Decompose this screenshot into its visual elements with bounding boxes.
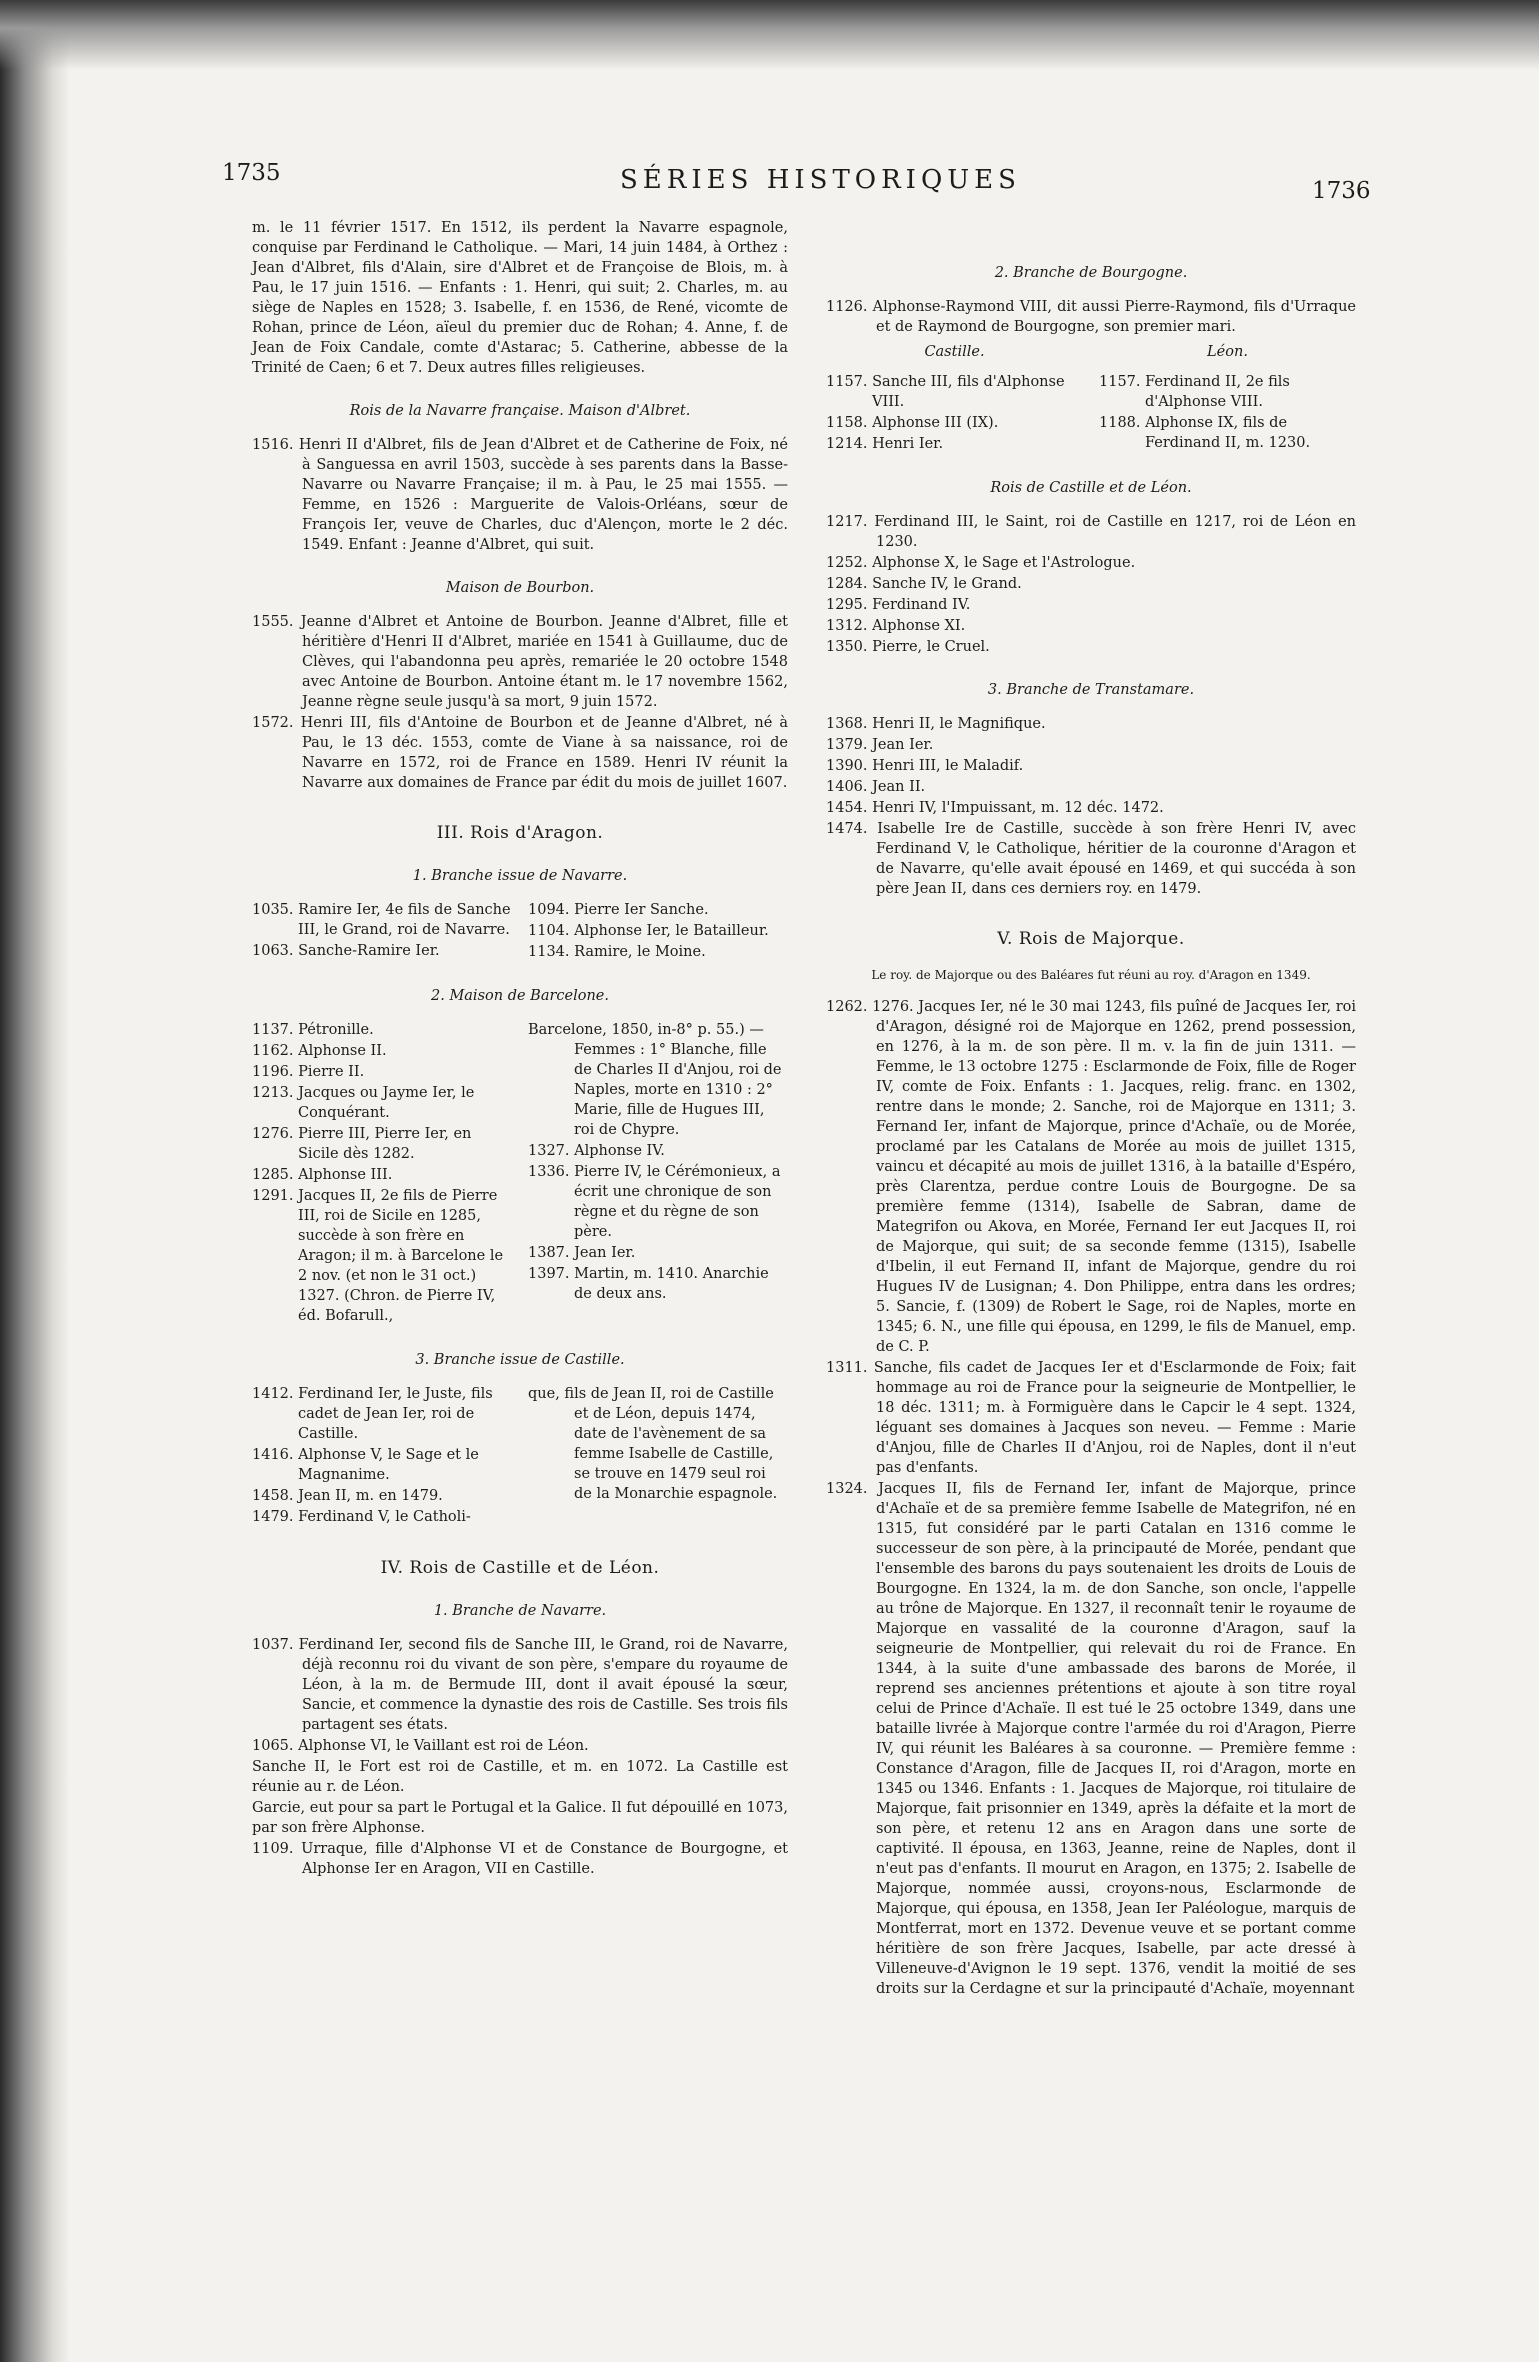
list-column-right bbox=[528, 900, 788, 963]
entry: 1065. Alphonse VI, le Vaillant est roi de Léon. bbox=[252, 1738, 589, 1754]
two-column-list bbox=[826, 338, 1356, 455]
list-entry: que, fils de Jean II, roi de Castille et de Léon, depuis 1474, date de l'avènement de sa femme Isabelle de Castille, se trouve en 1479 seul roi de la Monarchie espagnole. bbox=[528, 1386, 778, 1502]
list-entry: 1412. Ferdinand Ier, le Juste, fils cadet de Jean Ier, roi de Castille. bbox=[252, 1386, 493, 1442]
list-column-right bbox=[528, 1020, 788, 1327]
section-heading: 3. Branche issue de Castille. bbox=[415, 1352, 625, 1368]
list-entry: 1196. Pierre II. bbox=[252, 1064, 365, 1080]
list-column-left bbox=[252, 900, 512, 963]
list-entry: Barcelone, 1850, in-8° p. 55.) — Femmes : 1° Blanche, fille de Charles II d'Anjou, roi de Naples, morte en 1310 : 2° Marie, fille de Hugues III, roi de Chypre. bbox=[528, 1022, 782, 1138]
list-column-right bbox=[528, 1384, 788, 1528]
list-column-left bbox=[252, 1384, 512, 1528]
list-entry: 1397. Martin, m. 1410. Anarchie de deux ans. bbox=[528, 1266, 769, 1302]
paragraph: Garcie, eut pour sa part le Portugal et la Galice. Il fut dépouillé en 1073, par son frère Alphonse. bbox=[252, 1800, 788, 1836]
entry: 1284. Sanche IV, le Grand. bbox=[826, 576, 1022, 592]
list-entry: 1285. Alphonse III. bbox=[252, 1167, 393, 1183]
running-title: SÉRIES HISTORIQUES bbox=[620, 165, 1021, 195]
list-entry: 1416. Alphonse V, le Sage et le Magnanime. bbox=[252, 1447, 479, 1483]
list-entry: 1188. Alphonse IX, fils de Ferdinand II, m. 1230. bbox=[1099, 415, 1311, 451]
entry: 1295. Ferdinand IV. bbox=[826, 597, 971, 613]
note: Le roy. de Majorque ou des Baléares fut réuni au roy. d'Aragon en 1349. bbox=[871, 968, 1311, 982]
list-entry: 1104. Alphonse Ier, le Batailleur. bbox=[528, 923, 769, 939]
paragraph: m. le 11 février 1517. En 1512, ils perdent la Navarre espagnole, conquise par Ferdinand le Catholique. — Mari, 14 juin 1484, à Orthez : Jean d'Albret, fils d'Alain, sire d'Albret et de Françoise de Blois, m. à Pau, le 17 juin 1516. — Enfants : 1. Henri, qui suit; 2. Charles, m. au siège de Naples en 1528; 3. Isabelle, f. en 1536, de René, vicomte de Rohan, prince de Léon, aïeul du premier duc de Rohan; 4. Anne, f. de Jean de Foix Candale, comte d'Astarac; 5. Catherine, abbesse de la Trinité de Caen; 6 et 7. Deux autres filles religieuses. bbox=[252, 220, 788, 376]
two-column-list bbox=[252, 900, 788, 963]
entry: 1350. Pierre, le Cruel. bbox=[826, 639, 990, 655]
two-column-list bbox=[252, 1020, 788, 1327]
list-entry: 1387. Jean Ier. bbox=[528, 1245, 636, 1261]
page-number-left: 1735 bbox=[222, 160, 281, 186]
chapter-heading: IV. Rois de Castille et de Léon. bbox=[380, 1558, 660, 1578]
left-column bbox=[252, 218, 788, 1880]
scan-shadow-top bbox=[0, 0, 1539, 70]
entry: 1311. Sanche, fils cadet de Jacques Ier et d'Esclarmonde de Foix; fait hommage au roi de France pour la seigneurie de Montpellier, le 18 déc. 1311; m. à Formiguère dans le Capcir le 4 sept. 1324, léguant ses domaines à Jacques son neveu. — Femme : Marie d'Anjou, fille de Charles II d'Anjou, roi de Naples, dont il n'eut pas d'enfants. bbox=[826, 1360, 1356, 1476]
list-entry: 1157. Ferdinand II, 2e fils d'Alphonse VIII. bbox=[1099, 374, 1290, 410]
list-entry: 1213. Jacques ou Jayme Ier, le Conquérant. bbox=[252, 1085, 475, 1121]
section-heading: Maison de Bourbon. bbox=[445, 580, 595, 596]
section-heading: 1. Branche de Navarre. bbox=[433, 1603, 607, 1619]
section-heading: 1. Branche issue de Navarre. bbox=[412, 868, 628, 884]
right-column bbox=[826, 240, 1356, 2000]
section-heading: 2. Maison de Barcelone. bbox=[431, 988, 609, 1004]
list-entry: 1327. Alphonse IV. bbox=[528, 1143, 665, 1159]
entry: 1572. Henri III, fils d'Antoine de Bourbon et de Jeanne d'Albret, né à Pau, le 13 déc. 1553, comte de Viane à sa naissance, roi de Navarre en 1572, roi de France en 1589. Henri IV réunit la Navarre aux domaines de France par édit du mois de juillet 1607. bbox=[252, 715, 788, 791]
entry: 1390. Henri III, le Maladif. bbox=[826, 758, 1024, 774]
entry: 1252. Alphonse X, le Sage et l'Astrologue. bbox=[826, 555, 1136, 571]
entry: 1454. Henri IV, l'Impuissant, m. 12 déc. 1472. bbox=[826, 800, 1164, 816]
list-entry: 1291. Jacques II, 2e fils de Pierre III, roi de Sicile en 1285, succède à son frère en Aragon; il m. à Barcelone le 2 nov. (et non le 31 oct.) 1327. (Chron. de Pierre IV, éd. Bofarull., bbox=[252, 1188, 504, 1324]
list-entry: 1157. Sanche III, fils d'Alphonse VIII. bbox=[826, 374, 1065, 410]
entry: 1474. Isabelle Ire de Castille, succède à son frère Henri IV, avec Ferdinand V, le Catholique, héritier de la couronne d'Aragon et de Navarre, qu'elle avait épousé en 1469, et qui succéda à son père Jean II, dans ces derniers roy. en 1479. bbox=[826, 821, 1356, 897]
list-column-left bbox=[826, 338, 1083, 455]
page-number-right: 1736 bbox=[1312, 178, 1371, 204]
section-heading: 3. Branche de Transtamare. bbox=[987, 682, 1195, 698]
entry: 1379. Jean Ier. bbox=[826, 737, 934, 753]
list-entry: 1134. Ramire, le Moine. bbox=[528, 944, 706, 960]
entry: 1217. Ferdinand III, le Saint, roi de Castille en 1217, roi de Léon en 1230. bbox=[826, 514, 1356, 550]
entry: 1516. Henri II d'Albret, fils de Jean d'Albret et de Catherine de Foix, né à Sanguessa en avril 1503, succède à ses parents dans la Basse-Navarre ou Navarre Française; il m. à Pau, le 25 mai 1555. — Femme, en 1526 : Marguerite de Valois-Orléans, sœur de François Ier, veuve de Charles, duc d'Alençon, morte le 2 déc. 1549. Enfant : Jeanne d'Albret, qui suit. bbox=[252, 437, 788, 553]
two-column-list bbox=[252, 1384, 788, 1528]
entry: 1406. Jean II. bbox=[826, 779, 926, 795]
paragraph: Sanche II, le Fort est roi de Castille, et m. en 1072. La Castille est réunie au r. de Léon. bbox=[252, 1759, 788, 1795]
section-heading: Rois de la Navarre française. Maison d'Albret. bbox=[349, 403, 691, 419]
chapter-heading: III. Rois d'Aragon. bbox=[436, 823, 604, 843]
column-heading: Léon. bbox=[1207, 344, 1248, 360]
list-entry: 1458. Jean II, m. en 1479. bbox=[252, 1488, 443, 1504]
list-column-right bbox=[1099, 338, 1356, 455]
scan-shadow-left bbox=[0, 0, 70, 2362]
list-entry: 1094. Pierre Ier Sanche. bbox=[528, 902, 709, 918]
section-heading: Rois de Castille et de Léon. bbox=[990, 480, 1192, 496]
list-entry: 1336. Pierre IV, le Cérémonieux, a écrit une chronique de son règne et du règne de son père. bbox=[528, 1164, 781, 1240]
list-column-left bbox=[252, 1020, 512, 1327]
list-entry: 1162. Alphonse II. bbox=[252, 1043, 387, 1059]
entry: 1324. Jacques II, fils de Fernand Ier, infant de Majorque, prince d'Achaïe et de sa première femme Isabelle de Mategrifon, né en 1315, fut considéré par le parti Catalan en 1316 comme le successeur de son père, à la principauté de Morée, pendant que l'ensemble des barons du pays soutenaient les droits de Louis de Bourgogne. En 1324, la m. de don Sanche, son oncle, l'appelle au trône de Majorque. En 1327, il reconnaît tenir le royaume de Majorque en vassalité de la couronne d'Aragon, sauf la seigneurie de Montpellier, qui relevait du roi de France. En 1344, à la suite d'une ambassade des barons de Morée, il reprend ses anciennes prétentions et ajoute à son titre royal celui de Prince d'Achaïe. Il est tué le 25 octobre 1349, dans une bataille livrée à Majorque contre l'armée du roi d'Aragon, Pierre IV, qui réunit les Baléares à sa couronne. — Première femme : Constance d'Aragon, fille de Jacques II, roi d'Aragon, morte en 1345 ou 1346. Enfants : 1. Jacques de Majorque, roi titulaire de Majorque, fait prisonnier en 1349, après la défaite et la mort de son père, et retenu 12 ans en Aragon dans une sorte de captivité. Il épousa, en 1363, Jeanne, reine de Naples, dont il n'eut pas d'enfants. Il mourut en Aragon, en 1375; 2. Isabelle de Majorque, nommée aussi, croyons-nous, Esclarmonde de Majorque, qui épousa, en 1358, Jean Ier Paléologue, marquis de Montferrat, mort en 1372. Devenue veuve et se portant comme héritière de son frère Jacques, Isabelle, par acte dressé à Villeneuve-d'Avignon le 19 sept. 1376, vendit la moitié de ses droits sur la Cerdagne et sur la principauté d'Achaïe, moyennant bbox=[826, 1481, 1356, 1997]
list-entry: 1276. Pierre III, Pierre Ier, en Sicile dès 1282. bbox=[252, 1126, 472, 1162]
entry: 1368. Henri II, le Magnifique. bbox=[826, 716, 1046, 732]
entry: 1037. Ferdinand Ier, second fils de Sanche III, le Grand, roi de Navarre, déjà reconnu roi du vivant de son père, s'empare du royaume de Léon, à la m. de Bermude III, dont il avait épousé la sœur, Sancie, et commence la dynastie des rois de Castille. Ses trois fils partagent ses états. bbox=[252, 1637, 788, 1733]
section-heading: 2. Branche de Bourgogne. bbox=[994, 265, 1188, 281]
chapter-heading: V. Rois de Majorque. bbox=[997, 929, 1185, 949]
entry: 1109. Urraque, fille d'Alphonse VI et de Constance de Bourgogne, et Alphonse Ier en Aragon, VII en Castille. bbox=[252, 1841, 788, 1877]
entry: 1312. Alphonse XI. bbox=[826, 618, 966, 634]
list-entry: 1035. Ramire Ier, 4e fils de Sanche III, le Grand, roi de Navarre. bbox=[252, 902, 511, 938]
list-entry: 1479. Ferdinand V, le Catholi- bbox=[252, 1509, 471, 1525]
list-entry: 1158. Alphonse III (IX). bbox=[826, 415, 999, 431]
entry: 1126. Alphonse-Raymond VIII, dit aussi Pierre-Raymond, fils d'Urraque et de Raymond de Bourgogne, son premier mari. bbox=[826, 299, 1356, 335]
entry: 1262. 1276. Jacques Ier, né le 30 mai 1243, fils puîné de Jacques Ier, roi d'Aragon, désigné roi de Majorque en 1262, prend possession, en 1276, à la m. de son père. Il m. v. la fin de juin 1311. — Femme, le 13 octobre 1275 : Esclarmonde de Foix, fille de Roger IV, comte de Foix. Enfants : 1. Jacques, relig. franc. en 1302, rentre dans le monde; 2. Sanche, roi de Majorque en 1311; 3. Fernand Ier, infant de Majorque, prince d'Achaïe, ou de Morée, proclamé par les Catalans de Morée au mois de juillet 1315, vaincu et décapité au mois de juillet 1316, à la bataille d'Espéro, près Clarentza, perdue contre Louis de Bourgogne. De sa première femme (1314), Isabelle de Sabran, dame de Mategrifon ou Akova, en Morée, Fernand Ier eut Jacques II, roi de Majorque, qui suit; de sa seconde femme (1315), Isabelle d'Ibelin, il eut Fernand II, infant de Majorque, gendre du roi Hugues IV de Lusignan; 4. Don Philippe, entra dans les ordres; 5. Sancie, f. (1309) de Robert le Sage, roi de Naples, morte en 1345; 6. N., une fille qui épousa, en 1299, le fils de Manuel, emp. de C. P. bbox=[826, 999, 1356, 1355]
list-entry: 1063. Sanche-Ramire Ier. bbox=[252, 943, 440, 959]
entry: 1555. Jeanne d'Albret et Antoine de Bourbon. Jeanne d'Albret, fille et héritière d'Henri II d'Albret, mariée en 1541 à Guillaume, duc de Clèves, qui l'abandonna peu après, remariée le 20 octobre 1548 avec Antoine de Bourbon. Antoine étant m. le 17 novembre 1562, Jeanne règne seule jusqu'à sa mort, 9 juin 1572. bbox=[252, 614, 788, 710]
list-entry: 1137. Pétronille. bbox=[252, 1022, 374, 1038]
list-entry: 1214. Henri Ier. bbox=[826, 436, 944, 452]
column-heading: Castille. bbox=[924, 344, 985, 360]
